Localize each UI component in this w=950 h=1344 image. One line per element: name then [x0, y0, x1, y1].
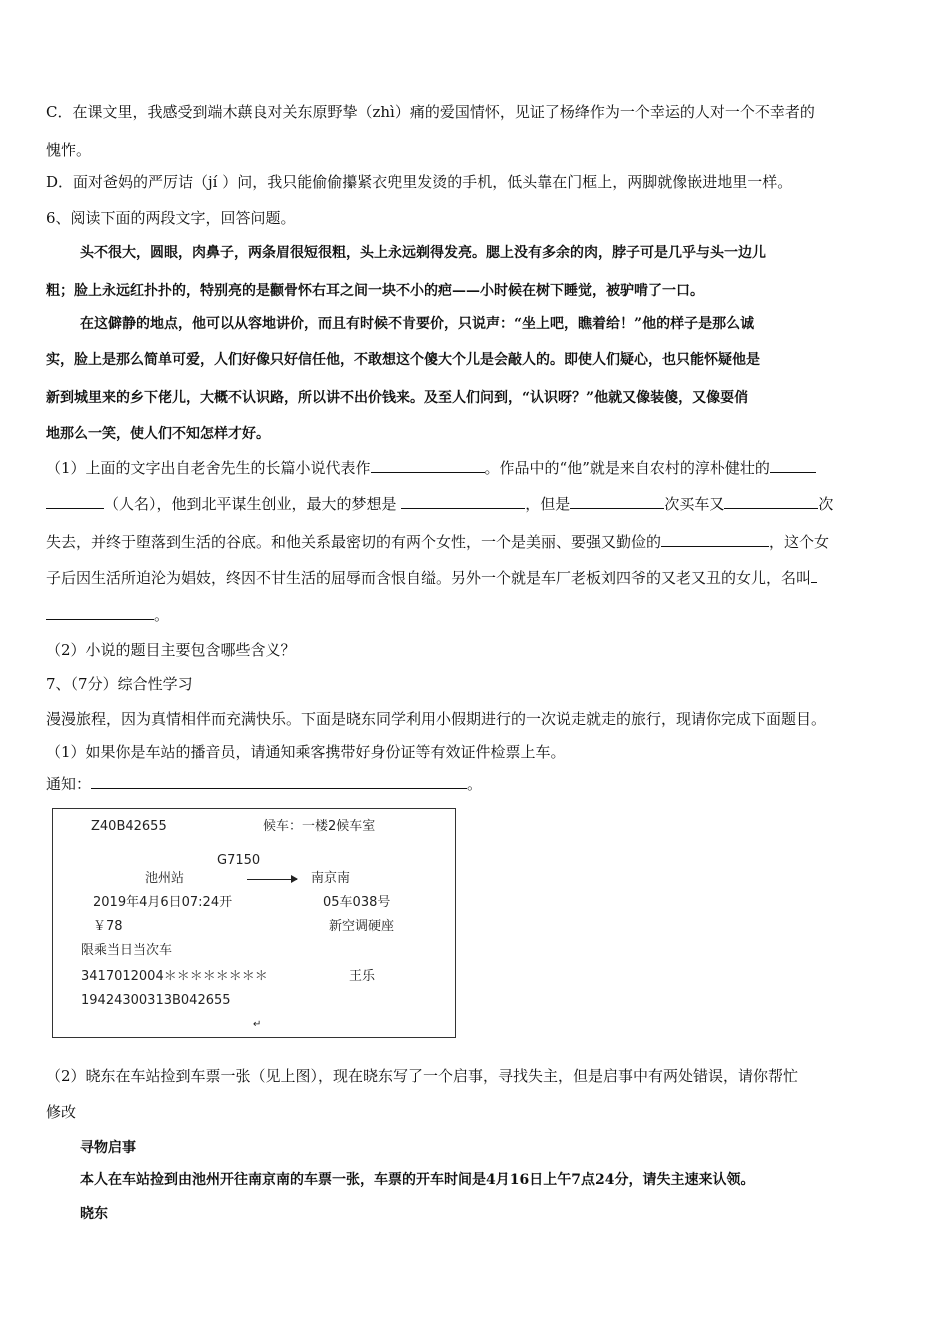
lost-notice-body: 本人在车站捡到由池州开往南京南的车票一张，车票的开车时间是4月16日上午7点24分，请失主速来认领。 [80, 1172, 755, 1188]
ticket-train-number: G7150 [217, 853, 261, 868]
q6-sub1-line1 [46, 458, 816, 478]
answer-blank-woman-2a[interactable] [811, 568, 817, 583]
option-c-line2: 愧怍。 [46, 141, 92, 159]
ticket-limit: 限乘当日当次车 [81, 943, 173, 958]
ticket-seat: 05车038号 [323, 895, 391, 910]
question-6-title: 6、阅读下面的两段文字，回答问题。 [46, 209, 296, 227]
notice-end: 。 [467, 775, 483, 793]
ticket-datetime: 2019年4月6日07:24开 [93, 895, 233, 910]
ticket-arrow-icon [247, 879, 297, 880]
q7-sub2-line1: （2）晓东在车站捡到车票一张（见上图），现在晓东写了一个启事，寻找失主，但是启事中有两处错误，请你帮忙 [46, 1067, 799, 1085]
q7-sub2-line2: 修改 [46, 1103, 77, 1121]
answer-blank-name-a[interactable] [770, 458, 816, 473]
q6-sub1-text-c: （人名），他到北平谋生创业，最大的梦想是 [104, 495, 397, 513]
answer-blank-woman-1[interactable] [661, 532, 769, 547]
passage-2-line4: 地那么一笑，使人们不知怎样才好。 [46, 426, 270, 442]
ticket-arrival-station: 南京南 [311, 871, 351, 886]
ticket-waiting-room: 候车：一楼2候车室 [263, 819, 376, 834]
passage-2-line3: 新到城里来的乡下佬儿，大概不认识路，所以讲不出价钱来。及至人们问到，“认识呀？”他就又像装傻，又像耍俏 [46, 390, 749, 406]
q6-sub1-text-f: 次 [818, 495, 834, 513]
ticket-price: ￥78 [93, 919, 123, 934]
option-c-line1: C．在课文里，我感受到端木蕻良对关东原野挚（zhì）痛的爱国情怀，见证了杨绛作为一个幸运的人对一个不幸者的 [46, 103, 815, 121]
ticket-id-number: 3417012004＊＊＊＊＊＊＊＊ [81, 969, 268, 984]
q6-sub1-text-h: ，这个女 [769, 533, 830, 551]
q6-sub1-text-g: 失去，并终于堕落到生活的谷底。和他关系最密切的有两个女性，一个是美丽、要强又勤俭的 [46, 533, 662, 551]
answer-blank-dream[interactable] [401, 494, 525, 509]
question-7-title: 7、（7分）综合性学习 [46, 675, 193, 693]
answer-blank-novel[interactable] [371, 458, 485, 473]
answer-blank-count-1[interactable] [570, 494, 664, 509]
notice-answer-line [46, 774, 482, 794]
answer-blank-notice[interactable] [91, 774, 467, 789]
answer-blank-count-2[interactable] [724, 494, 818, 509]
q6-sub1-text-e: 次买车又 [664, 495, 725, 513]
passage-2-line1: 在这僻静的地点，他可以从容地讲价，而且有时候不肯要价，只说声：“坐上吧，瞧着给！”他的样子是那么诚 [80, 316, 755, 332]
option-d-line: D．面对爸妈的严厉诘（jí ）问，我只能偷偷攥紧衣兜里发烫的手机，低头靠在门框上，两脚就像嵌进地里一样。 [46, 173, 793, 191]
q7-sub1: （1）如果你是车站的播音员，请通知乘客携带好身份证等有效证件检票上车。 [46, 743, 566, 761]
q6-sub1-line3 [46, 532, 829, 552]
answer-blank-woman-2b[interactable] [46, 605, 154, 620]
train-ticket-figure [52, 808, 456, 1038]
q6-sub1-line4 [46, 568, 817, 588]
passage-1-line1: 头不很大，圆眼，肉鼻子，两条眉很短很粗，头上永远剃得发亮。腮上没有多余的肉，脖子可是几乎与头一边儿 [80, 245, 766, 261]
q6-sub1-text-d: ，但是 [525, 495, 571, 513]
ticket-paragraph-mark: ↵ [253, 1019, 262, 1030]
lost-notice-title: 寻物启事 [80, 1140, 136, 1156]
q6-sub1-text-a: （1）上面的文字出自老舍先生的长篇小说代表作 [46, 459, 371, 477]
answer-blank-name-b[interactable] [46, 494, 104, 509]
q6-sub1-text-i: 子后因生活所迫沦为娼妓，终因不甘生活的屈辱而含恨自缢。另外一个就是车厂老板刘四爷的又老又丑的女儿，名叫 [46, 569, 812, 587]
q6-sub1-text-b: 。作品中的“他”就是来自农村的淳朴健壮的 [484, 459, 770, 477]
ticket-code: 19424300313B042655 [81, 993, 231, 1008]
ticket-seat-class: 新空调硬座 [329, 919, 395, 934]
q6-sub2: （2）小说的题目主要包含哪些含义？ [46, 641, 296, 659]
passage-1-line2: 粗；脸上永远红扑扑的，特别亮的是颧骨怀右耳之间一块不小的疤——小时候在树下睡觉，被驴啃了一口。 [46, 283, 704, 299]
lost-notice-signature: 晓东 [80, 1206, 108, 1222]
notice-label: 通知： [46, 775, 92, 793]
ticket-serial: Z40B42655 [91, 819, 167, 834]
q6-sub1-line5 [46, 605, 169, 625]
ticket-departure-station: 池州站 [145, 871, 185, 886]
q6-sub1-text-j: 。 [154, 606, 170, 624]
q6-sub1-line2 [46, 494, 833, 514]
passage-2-line2: 实，脸上是那么简单可爱，人们好像只好信任他，不敢想这个傻大个儿是会敲人的。即使人们疑心，也只能怀疑他是 [46, 352, 760, 368]
question-7-intro: 漫漫旅程，因为真情相伴而充满快乐。下面是晓东同学利用小假期进行的一次说走就走的旅行，现请你完成下面题目。 [46, 710, 827, 728]
ticket-passenger-name: 王乐 [349, 969, 376, 984]
